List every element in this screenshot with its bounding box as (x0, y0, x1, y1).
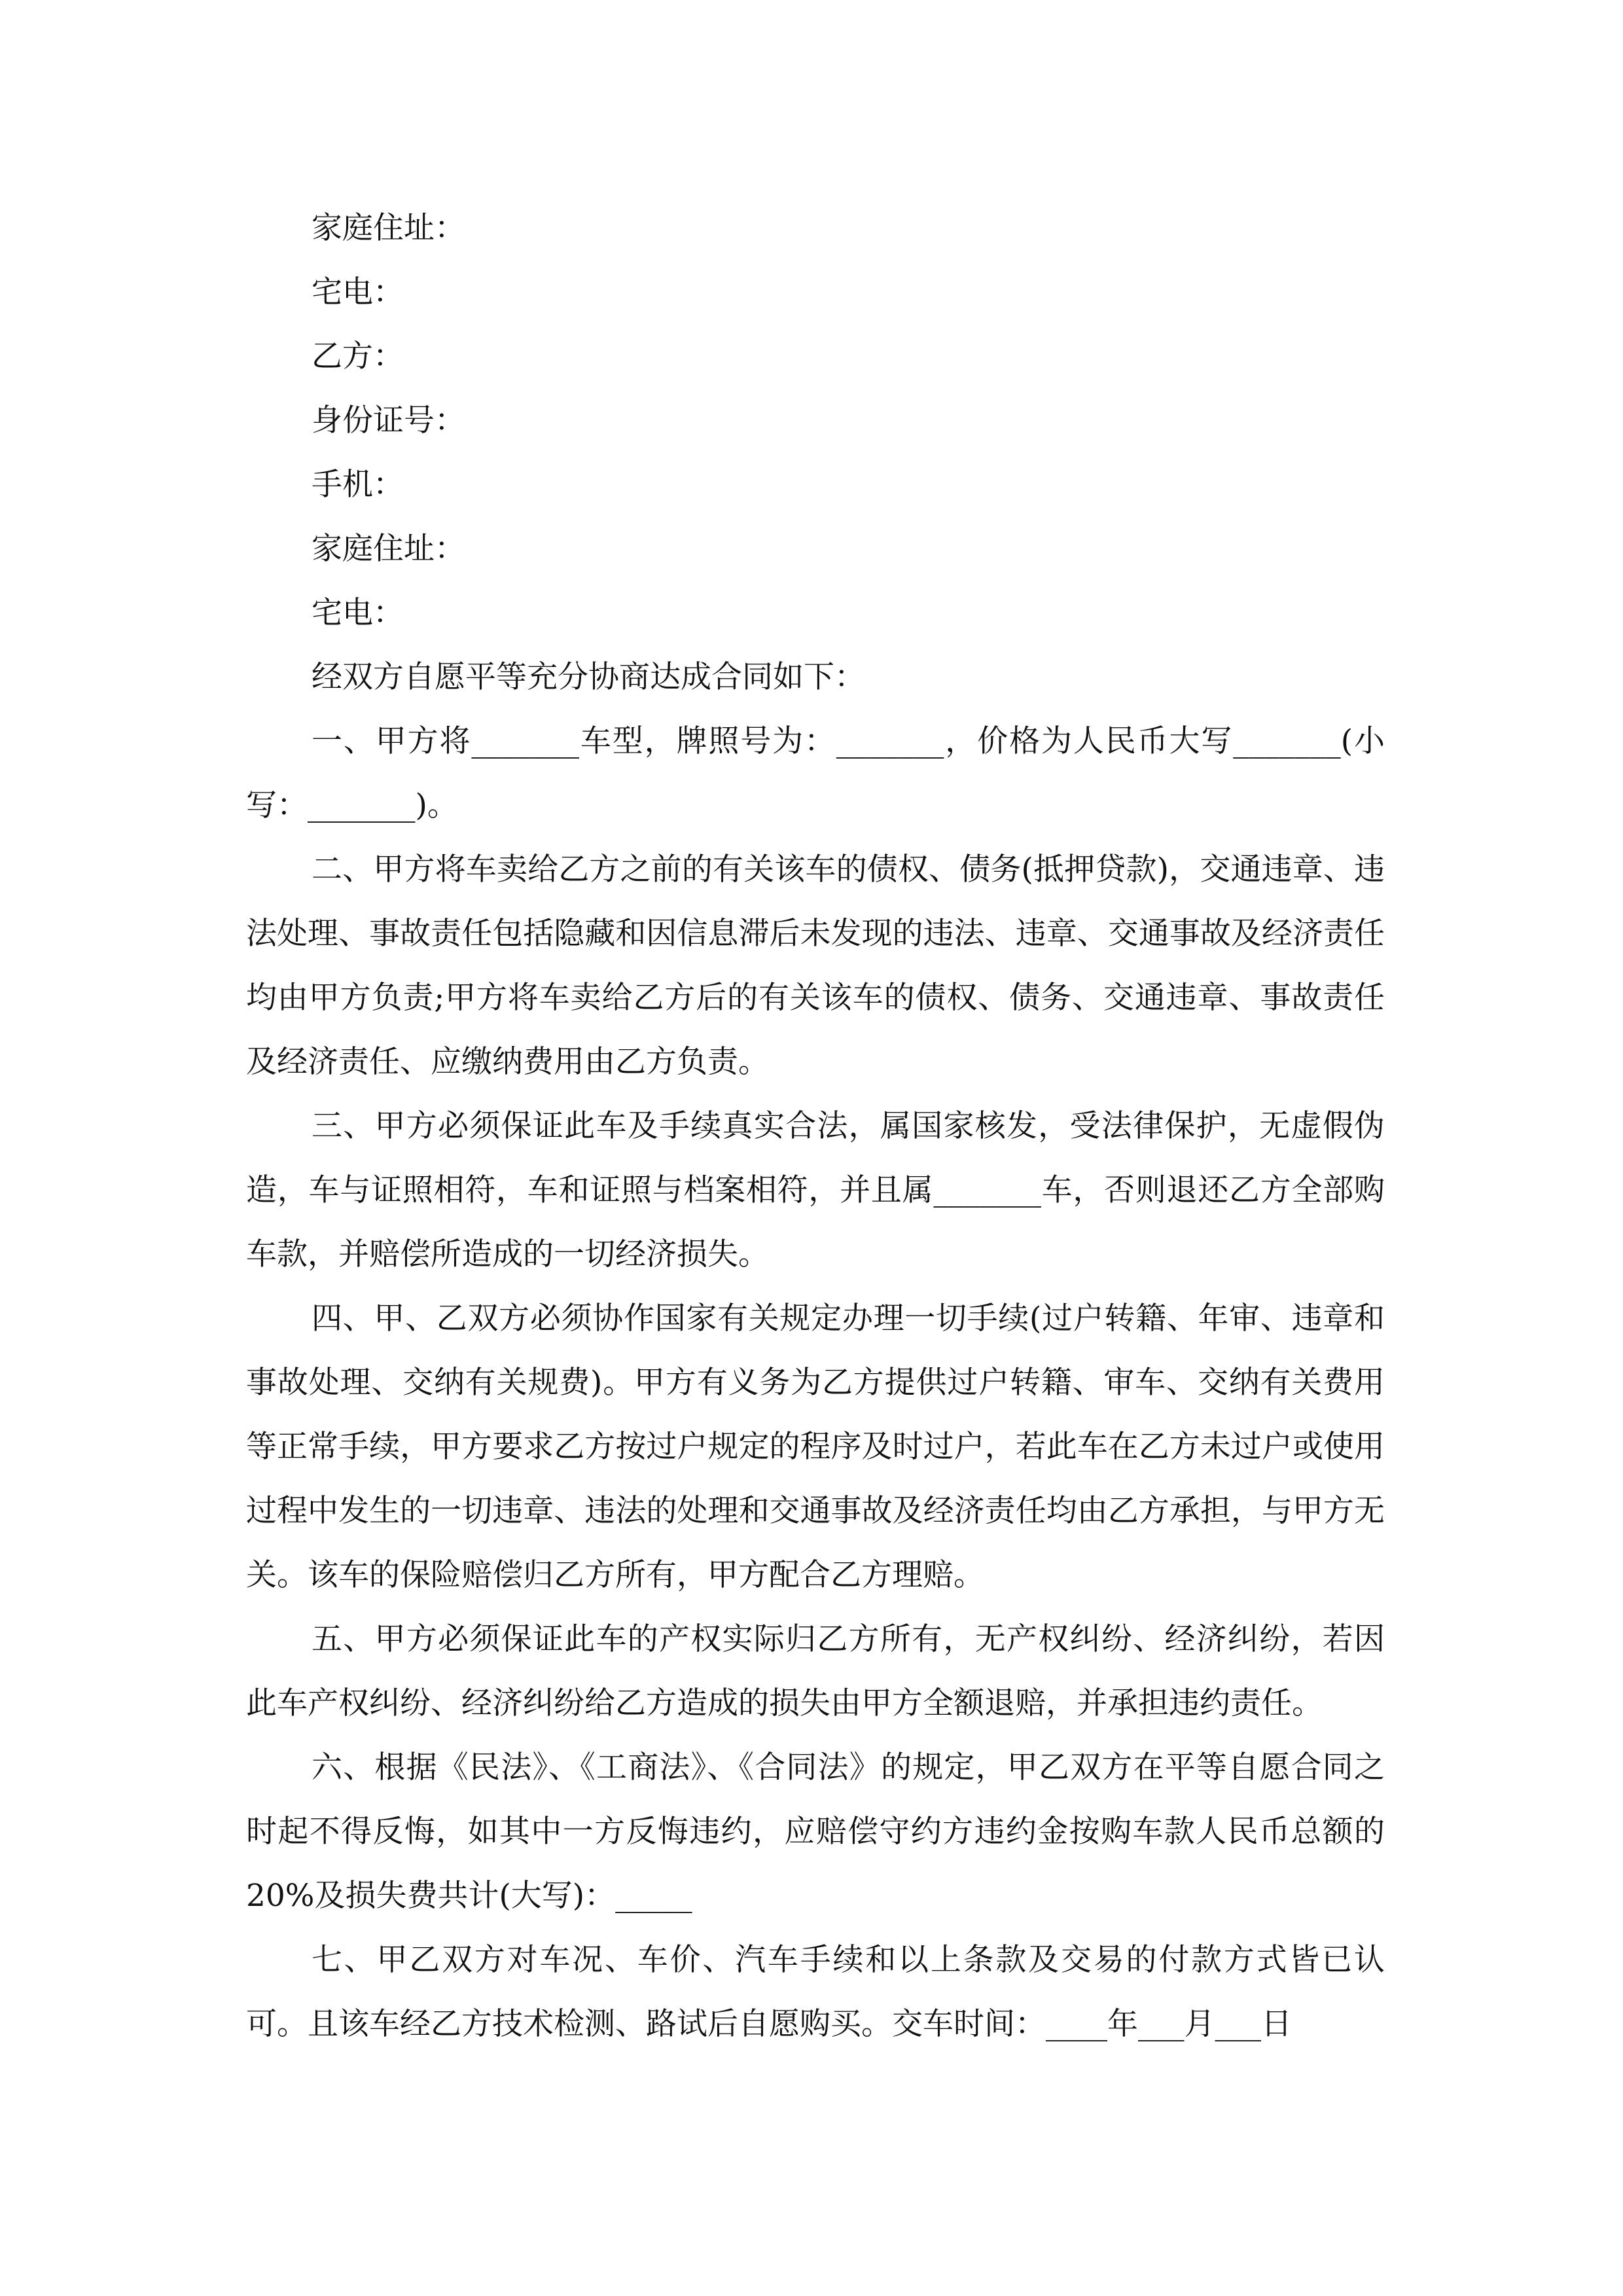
clause-6: 六、根据《民法》、《工商法》、《合同法》的规定，甲乙双方在平等自愿合同之时起不得反悔，如其中一方反悔违约，应赔偿守约方违约金按购车款人民币总额的 20%及损失费共计(大写)：_____ (246, 1749, 1385, 1914)
field-home-address-b: 家庭住址： (312, 531, 465, 567)
clause-3: 三、甲方必须保证此车及手续真实合法，属国家核发，受法律保护，无虚假伪造，车与证照相符，车和证照与档案相符，并且属_______车，否则退还乙方全部购车款，并赔偿所造成的一切经济损失。 (246, 1108, 1385, 1272)
field-home-phone-b: 宅电： (312, 595, 404, 631)
clause-2: 二、甲方将车卖给乙方之前的有关该车的债权、债务(抵押贷款)，交通违章、违法处理、事故责任包括隐藏和因信息滞后未发现的违法、违章、交通事故及经济责任均由甲方负责;甲方将车卖给乙方后的有关该车的债权、债务、交通违章、事故责任及经济责任、应缴纳费用由乙方负责。 (246, 852, 1385, 1080)
field-mobile-b: 手机： (312, 467, 404, 503)
clause-7: 七、甲乙双方对车况、车价、汽车手续和以上条款及交易的付款方式皆已认可。且该车经乙方技术检测、路试后自愿购买。交车时间：____年___月___日 (246, 1942, 1385, 2042)
field-id-number-b: 身份证号： (312, 403, 465, 439)
field-party-b: 乙方： (312, 338, 404, 374)
clause-4: 四、甲、乙双方必须协作国家有关规定办理一切手续(过户转籍、年审、违章和事故处理、交纳有关规费)。甲方有义务为乙方提供过户转籍、审车、交纳有关费用等正常手续，甲方要求乙方按过户规定的程序及时过户，若此车在乙方未过户或使用过程中发生的一切违章、违法的处理和交通事故及经济责任均由乙方承担，与甲方无关。该车的保险赔偿归乙方所有，甲方配合乙方理赔。 (246, 1300, 1385, 1593)
contract-intro: 经双方自愿平等充分协商达成合同如下： (312, 659, 865, 695)
field-home-address-a: 家庭住址： (312, 210, 465, 246)
clause-5: 五、甲方必须保证此车的产权实际归乙方所有，无产权纠纷、经济纠纷，若因此车产权纠纷、经济纠纷给乙方造成的损失由甲方全额退赔，并承担违约责任。 (246, 1621, 1385, 1721)
clause-1: 一、甲方将_______车型，牌照号为：_______，价格为人民币大写_______(小写：_______)。 (246, 723, 1385, 823)
field-home-phone-a: 宅电： (312, 274, 404, 310)
contract-body (246, 196, 1385, 2056)
